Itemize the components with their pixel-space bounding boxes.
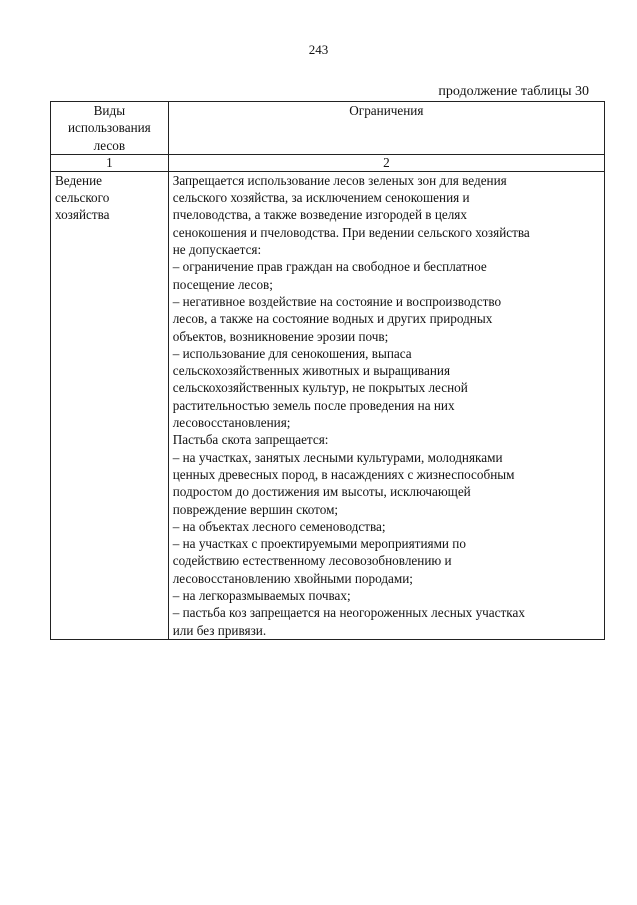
restriction-line: – на легкоразмываемых почвах;: [172, 588, 351, 604]
restriction-line: повреждение вершин скотом;: [172, 501, 339, 517]
restriction-line: пчеловодства, а также возведение изгородей в целях: [172, 207, 467, 223]
restriction-line: Пастьба скота запрещается:: [172, 432, 329, 448]
restriction-line: – ограничение прав граждан на свободное и бесплатное: [172, 259, 487, 275]
restrictions-table: [50, 101, 605, 640]
restriction-line: не допускается:: [172, 242, 262, 258]
header-forest-use-types: [51, 102, 169, 155]
restriction-line: – на объектах лесного семеноводства;: [172, 518, 386, 534]
restriction-line: лесов, а также на состояние водных и других природных: [172, 311, 493, 327]
header-line: использования: [67, 120, 151, 136]
restriction-line: – использование для сенокошения, выпаса: [172, 345, 412, 361]
forest-use-type-cell: [51, 171, 169, 639]
restriction-line: лесовосстановлению хвойными породами;: [172, 570, 413, 586]
restriction-line: сельскохозяйственных культур, не покрытых лесной: [172, 380, 468, 396]
column-number-2: 2: [168, 154, 604, 171]
restriction-line: – пастьба коз запрещается на неогороженных лесных участках: [172, 605, 525, 621]
restriction-line: растительностью земель после проведения на них: [172, 397, 455, 413]
restriction-line: объектов, возникновение эрозии почв;: [172, 328, 389, 344]
restriction-line: Запрещается использование лесов зеленых зон для ведения: [172, 172, 507, 188]
cell-line: сельского: [55, 190, 110, 206]
restriction-line: сельскохозяйственных животных и выращивания: [172, 363, 451, 379]
column-number-row: [51, 154, 605, 171]
restrictions-cell: [168, 171, 604, 639]
header-line: Виды: [93, 103, 126, 118]
header-line: лесов: [93, 137, 126, 153]
restriction-line: сельского хозяйства, за исключением сенокошения и: [172, 190, 470, 206]
restriction-line: – на участках с проектируемыми мероприятиями по: [172, 536, 466, 552]
table-header-row: [51, 102, 605, 155]
cell-line: Ведение: [55, 172, 103, 188]
table-continuation-caption: продолжение таблицы 30: [438, 84, 589, 99]
restriction-line: – на участках, занятых лесными культурами, молодняками: [172, 449, 503, 465]
restriction-line: содействию естественному лесовозобновлению и: [172, 553, 452, 569]
restriction-line: ценных древесных пород, в насаждениях с жизнеспособным: [172, 466, 515, 482]
column-number-1: 1: [51, 154, 169, 171]
restriction-line: – негативное воздействие на состояние и воспроизводство: [172, 293, 502, 309]
table-row: [51, 171, 605, 639]
cell-line: хозяйства: [55, 207, 110, 223]
restriction-line: или без привязи.: [172, 622, 267, 638]
restriction-line: лесовосстановления;: [172, 415, 291, 431]
restriction-line: посещение лесов;: [172, 276, 273, 292]
header-restrictions: Ограничения: [168, 102, 604, 155]
page-number: 243: [308, 42, 329, 57]
restriction-line: подростом до достижения им высоты, исключающей: [172, 484, 471, 500]
restriction-line: сенокошения и пчеловодства. При ведении сельского хозяйства: [172, 224, 530, 240]
